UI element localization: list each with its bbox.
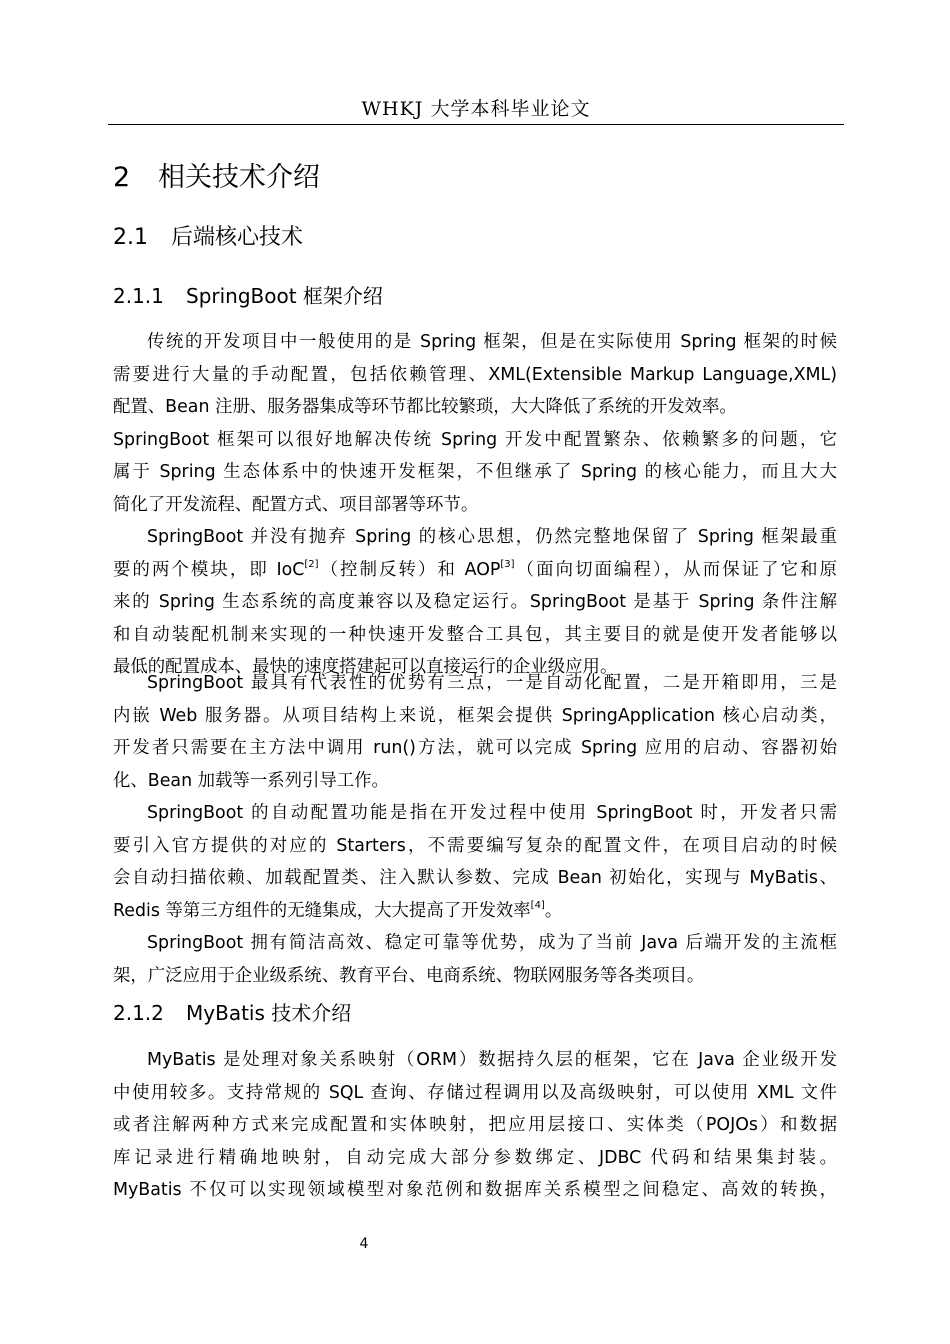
citation-ref: [3] [500, 558, 515, 570]
text-line: SpringBoot 拥有简洁高效、稳定可靠等优势，成为了当前 Java 后端开发的主流框 [147, 933, 837, 953]
page-number: 4 [359, 1236, 369, 1252]
text-line: 传统的开发项目中一般使用的是 Spring 框架，但是在实际使用 Spring 框架的时候 [147, 332, 837, 352]
text-line: SpringBoot 的自动配置功能是指在开发过程中使用 SpringBoot 时，开发者只需 [147, 803, 837, 823]
chapter-number: 2 [113, 162, 131, 193]
text-line [113, 554, 837, 587]
text-line: MyBatis 不仅可以实现领域模型对象范例和数据库关系模型之间稳定、高效的转换， [113, 1180, 837, 1200]
subsection-number: 2.1.1 [113, 284, 164, 308]
citation-ref: [4] [530, 899, 545, 911]
text-segment: 。 [544, 900, 563, 921]
text-segment: （控制反转）和 AOP [318, 559, 501, 580]
text-line: 内嵌 Web 服务器。从项目结构上来说，框架会提供 SpringApplication 核心启动类， [113, 705, 837, 726]
paragraph-springboot-summary [113, 927, 837, 992]
subsection-title: SpringBoot 框架介绍 [186, 284, 383, 308]
subsection-heading-springboot [113, 281, 383, 311]
text-line: SpringBoot 框架可以很好地解决传统 Spring 开发中配置繁杂、依赖繁多的问题，它 [113, 429, 837, 450]
text-line: 来的 Spring 生态系统的高度兼容以及稳定运行。SpringBoot 是基于 Spring 条件注解 [113, 592, 837, 612]
text-line: 架，广泛应用于企业级系统、教育平台、电商系统、物联网服务等各类项目。 [113, 965, 705, 986]
paragraph-mybatis-intro [113, 1044, 837, 1207]
section-heading [113, 222, 303, 254]
paragraph-springboot-intro [113, 326, 837, 521]
text-segment: 要的两个模块，即 IoC [113, 559, 305, 580]
text-line: 中使用较多。支持常规的 SQL 查询、存储过程调用以及高级映射，可以使用 XML 文件 [113, 1082, 837, 1103]
text-line: 要引入官方提供的对应的 Starters，不需要编写复杂的配置文件，在项目启动的时候 [113, 835, 837, 856]
paragraph-springboot-advantages [113, 667, 837, 797]
text-line: 需要进行大量的手动配置，包括依赖管理、XML(Extensible Markup Language,XML) [113, 364, 837, 385]
subsection-number: 2.1.2 [113, 1001, 164, 1025]
chapter-title: 相关技术介绍 [158, 162, 320, 193]
text-line [113, 895, 837, 928]
text-line: MyBatis 是处理对象关系映射（ORM）数据持久层的框架，它在 Java 企业级开发 [147, 1050, 837, 1070]
text-line: 或者注解两种方式来完成配置和实体映射，把应用层接口、实体类（POJOs）和数据 [113, 1115, 837, 1135]
header-title: WHKJ 大学本科毕业论文 [361, 98, 591, 120]
text-line: SpringBoot 并没有抛弃 Spring 的核心思想，仍然完整地保留了 Spring 框架最重 [147, 527, 837, 547]
paragraph-springboot-core [113, 521, 837, 684]
text-line: 属于 Spring 生态体系中的快速开发框架，不但继承了 Spring 的核心能力，而且大大 [113, 462, 837, 482]
text-line: 会自动扫描依赖、加载配置类、注入默认参数、完成 Bean 初始化，实现与 MyBatis、 [113, 868, 837, 888]
section-number: 2.1 [113, 225, 148, 250]
text-segment: （面向切面编程），从而保证了它和原 [514, 559, 837, 580]
text-line: 简化了开发流程、配置方式、项目部署等环节。 [113, 494, 479, 515]
citation-ref: [2] [304, 558, 319, 570]
text-segment: Redis 等第三方组件的无缝集成，大大提高了开发效率 [113, 900, 531, 921]
text-line: 化、Bean 加载等一系列引导工作。 [113, 770, 389, 791]
subsection-heading-mybatis [113, 998, 351, 1028]
text-line: 最低的配置成本、最快的速度搭建起可以直接运行的企业级应用。 [113, 657, 618, 677]
paragraph-springboot-autoconfig [113, 797, 837, 927]
chapter-heading [113, 158, 320, 198]
text-line: 开发者只需要在主方法中调用 run()方法，就可以完成 Spring 应用的启动、容器初始 [113, 738, 837, 758]
subsection-title: MyBatis 技术介绍 [186, 1001, 352, 1025]
text-line: 库记录进行精确地映射，自动完成大部分参数绑定、JDBC 代码和结果集封装。 [113, 1147, 837, 1168]
text-line: 配置、Bean 注册、服务器集成等环节都比较繁琐，大大降低了系统的开发效率。 [113, 397, 737, 417]
text-line: SpringBoot 最具有代表性的优势有三点，一是自动化配置，二是开箱即用，三是 [147, 673, 837, 693]
section-title: 后端核心技术 [171, 225, 304, 250]
page-header [108, 96, 844, 125]
text-line: 和自动装配机制来实现的一种快速开发整合工具包，其主要目的就是使开发者能够以 [113, 624, 837, 645]
